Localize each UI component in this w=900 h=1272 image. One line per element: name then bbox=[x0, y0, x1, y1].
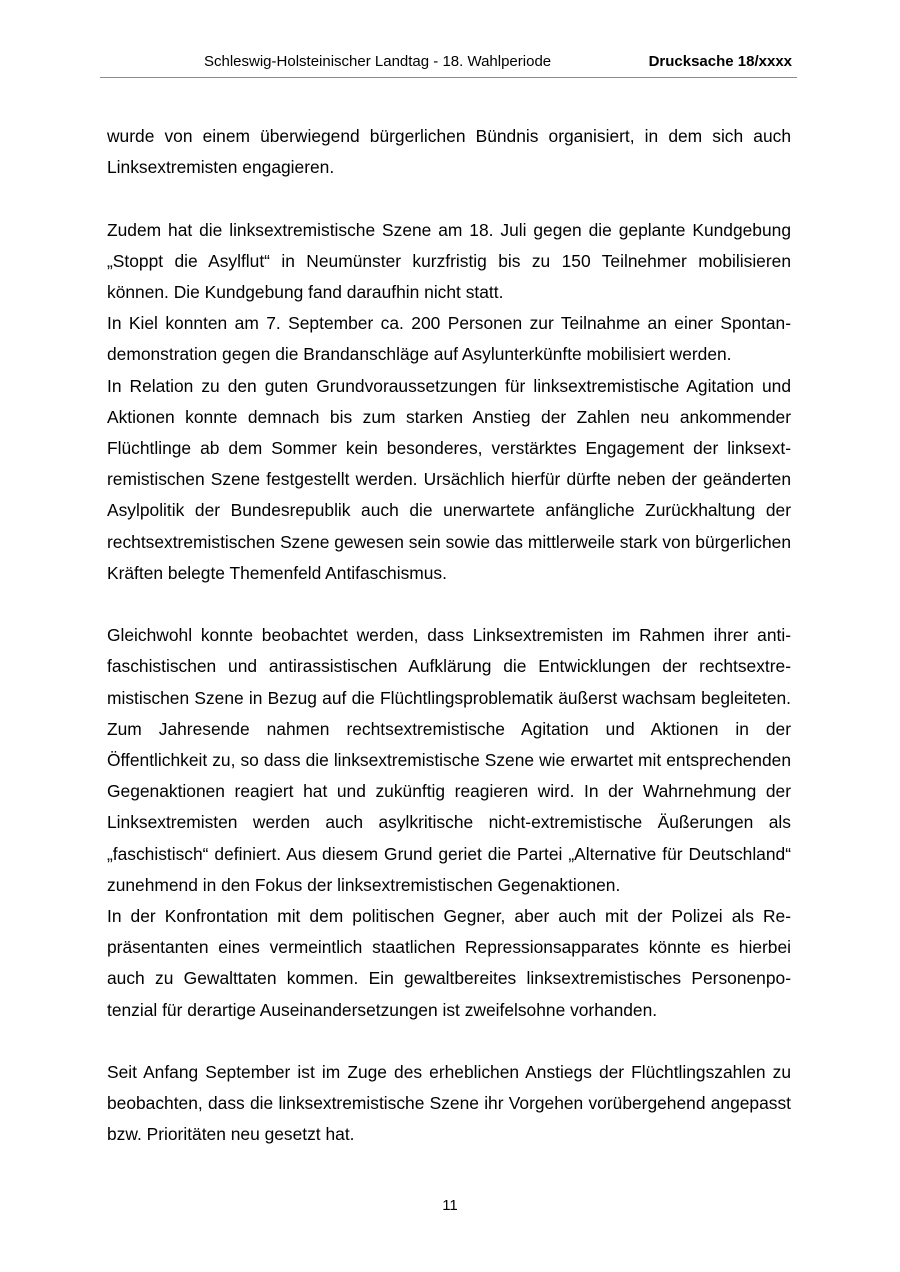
paragraph: In Kiel konnten am 7. September ca. 200 Personen zur Teilnahme an einer Spontandemonstration gegen die Brandanschläge auf Asylunterkünfte mobilisiert werden. bbox=[107, 313, 791, 365]
document-number: Drucksache 18/xxxx bbox=[648, 53, 792, 70]
paragraph: Gleichwohl konnte beobachtet werden, dass Linksextremisten im Rahmen ihrer antifaschistischen und antirassistischen Aufklärung die Entwicklungen der rechtsextremistischen Szene in Bezug auf die Flüchtlingsproblematik äußerst wachsam begleiteten. Zum Jahresende nahmen rechtsextremistische Agitation und Aktionen in der Öffentlichkeit zu, so dass die linksextremistische Szene wie erwartet mit entsprechenden Gegenaktionen reagiert hat und zukünftig reagieren wird. In der Wahrnehmung der Linksextremisten werden auch asylkritische nicht-extremistische Äußerungen als „faschistisch“ definiert. Aus diesem Grund geriet die Partei „Alternative für Deutschland“ zunehmend in den Fokus der linksextremistischen Gegenaktionen. bbox=[107, 625, 791, 895]
paragraph: wurde von einem überwiegend bürgerlichen Bündnis organisiert, in dem sich auch Linksextremisten engagieren. bbox=[107, 126, 791, 178]
paragraph: In der Konfrontation mit dem politischen Gegner, aber auch mit der Polizei als Repräsentanten eines vermeintlich staatlichen Repressionsapparates könnte es hierbei auch zu Gewalttaten kommen. Ein gewaltbereites linksextremistisches Personenpotenzial für derartige Auseinandersetzungen ist zweifelsohne vorhanden. bbox=[107, 906, 791, 1020]
document-body bbox=[107, 121, 791, 1151]
paragraph: In Relation zu den guten Grundvoraussetzungen für linksextremistische Agitation und Aktionen konnte demnach bis zum starken Anstieg der Zahlen neu ankommender Flüchtlinge ab dem Sommer kein besonderes, verstärktes Engagement der linksextremistischen Szene festgestellt werden. Ursächlich hierfür dürfte neben der geänderten Asylpolitik der Bundesrepublik auch die unerwartete anfängliche Zurückhaltung der rechtsextremistischen Szene gewesen sein sowie das mittlerweile stark von bürgerlichen Kräften belegte Themenfeld Antifaschismus. bbox=[107, 375, 791, 583]
page-header bbox=[100, 50, 797, 78]
paragraph: Zudem hat die linksextremistische Szene am 18. Juli gegen die geplante Kundgebung „Stoppt die Asylflut“ in Neumünster kurzfristig bis zu 150 Teilnehmer mobilisieren können. Die Kundgebung fand daraufhin nicht statt. bbox=[107, 219, 791, 302]
header-title: Schleswig-Holsteinischer Landtag - 18. Wahlperiode bbox=[204, 53, 552, 70]
page-number: 11 bbox=[442, 1197, 458, 1214]
paragraph: Seit Anfang September ist im Zuge des erheblichen Anstiegs der Flüchtlingszahlen zu beobachten, dass die linksextremistische Szene ihr Vorgehen vorübergehend angepasst bzw. Prioritäten neu gesetzt hat. bbox=[107, 1062, 791, 1145]
